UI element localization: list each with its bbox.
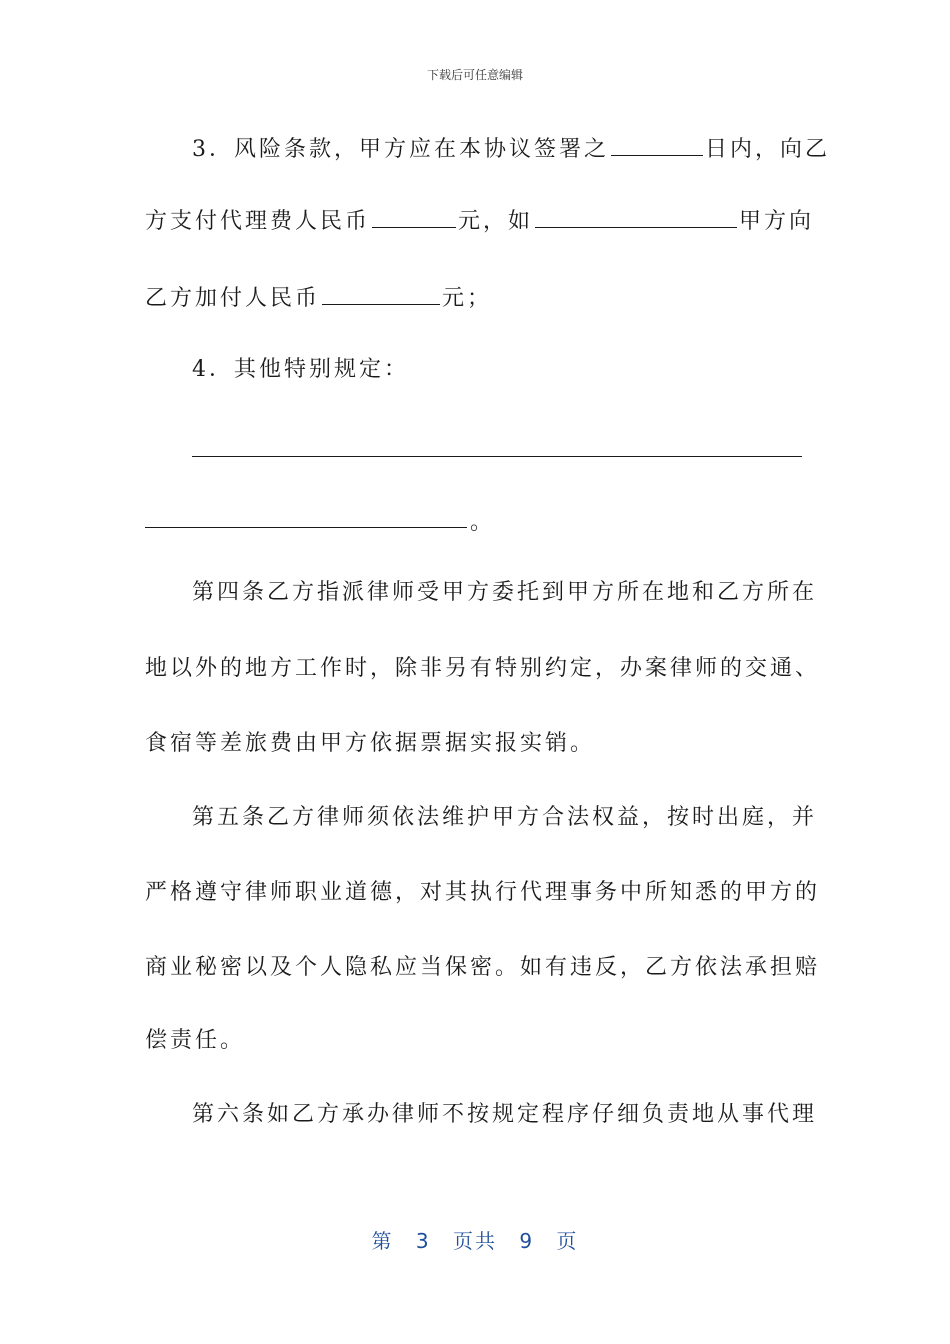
fee-blank	[372, 205, 456, 228]
days-blank	[611, 133, 703, 156]
clause3-line1	[192, 133, 830, 165]
article4-line1: 第四条乙方指派律师受甲方委托到甲方所在地和乙方所在	[192, 580, 818, 605]
clause3-text-f: 乙方加付人民币	[145, 286, 321, 311]
article5-line1: 第五条乙方律师须依法维护甲方合法权益，按时出庭，并	[192, 805, 818, 830]
special-terms-rule-2	[145, 527, 467, 528]
article5-line2: 严格遵守律师职业道德，对其执行代理事务中所知悉的甲方的	[145, 880, 821, 905]
clause4-end-mark: 。	[470, 510, 496, 535]
clause3-line2	[145, 205, 814, 237]
clause4-title: 4．其他特别规定：	[192, 357, 409, 382]
clause3-text-d: 元，如	[458, 209, 534, 234]
article6-line1: 第六条如乙方承办律师不按规定程序仔细负责地从事代理	[192, 1102, 818, 1127]
page-number: 第 3 页共 9 页	[371, 1229, 579, 1253]
special-terms-rule-1	[192, 456, 802, 457]
clause3-text-c: 方支付代理费人民币	[145, 209, 371, 234]
download-note: 下载后可任意编辑	[426, 68, 523, 82]
article5-line4: 偿责任。	[145, 1028, 246, 1053]
article4-line3: 食宿等差旅费由甲方依据票据实报实销。	[145, 731, 596, 756]
article5-line3: 商业秘密以及个人隐私应当保密。如有违反，乙方依法承担赔	[145, 955, 821, 980]
clause3-text-g: 元；	[442, 286, 493, 311]
clause3-line3	[145, 282, 492, 314]
condition-blank	[535, 205, 737, 228]
article4-line2: 地以外的地方工作时，除非另有特别约定，办案律师的交通、	[145, 656, 821, 681]
extra-fee-blank	[322, 282, 440, 305]
clause3-text-a: 3．风险条款，甲方应在本协议签署之	[192, 137, 609, 162]
clause3-text-e: 甲方向	[739, 209, 815, 234]
clause3-text-b: 日内，向乙	[705, 137, 831, 162]
